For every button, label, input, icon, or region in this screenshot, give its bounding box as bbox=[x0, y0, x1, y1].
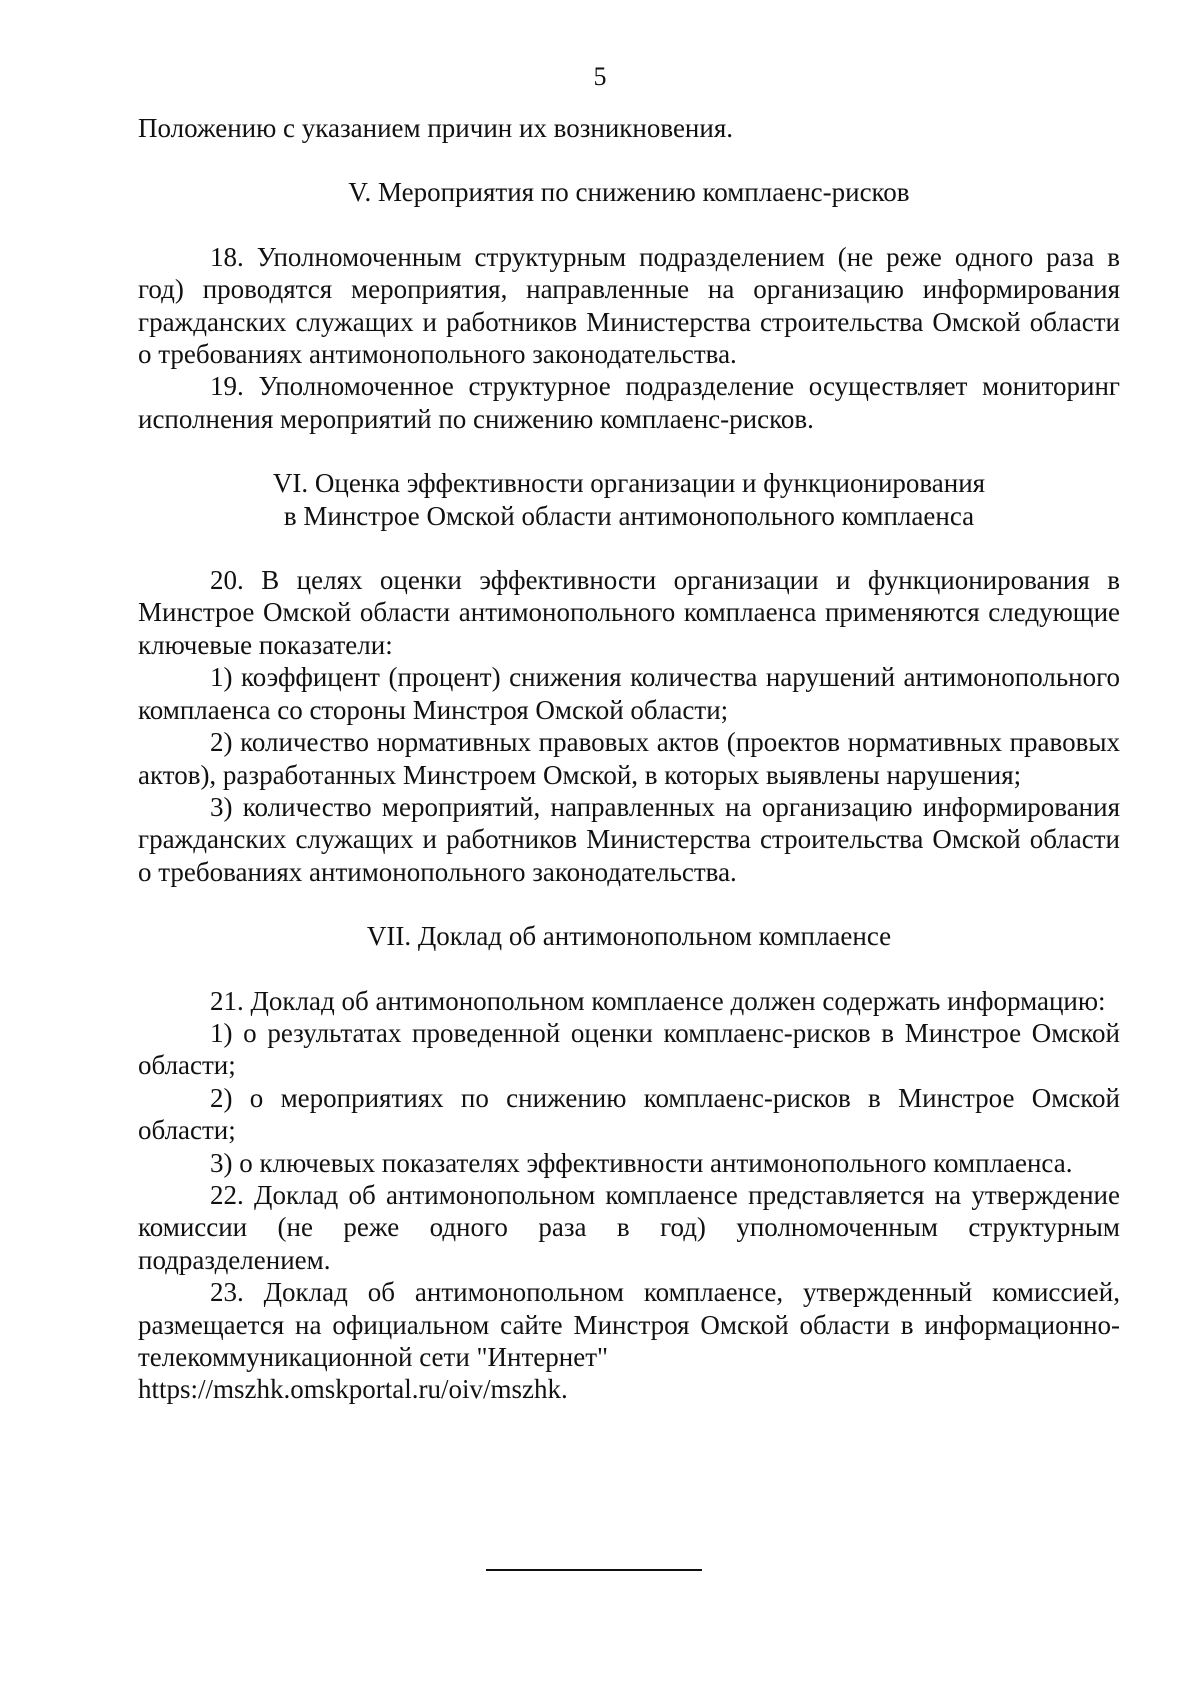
list-item: 3) количество мероприятий, направленных на организацию информирования гражданских служащих и работников Министерства строительства Омской области о требованиях антимонопольного законодательства. bbox=[138, 791, 1120, 887]
section-6-heading bbox=[138, 467, 1120, 532]
paragraph-21: 21. Доклад об антимонопольном комплаенсе должен содержать информацию: bbox=[210, 985, 1106, 1016]
list-item: 3) о ключевых показателях эффективности антимонопольного комплаенса. bbox=[210, 1147, 1073, 1178]
list-item: 1) о результатах проведенной оценки комплаенс-рисков в Минстрое Омской области; bbox=[138, 1017, 1120, 1081]
list-item: 2) количество нормативных правовых актов (проектов нормативных правовых актов), разработанных Минстроем Омской, в которых выявлены нарушения; bbox=[138, 727, 1120, 790]
paragraph-22: 22. Доклад об антимонопольном комплаенсе представляется на утверждение комиссии (не реже одного раза в год) уполномоченным структурным подразделением. bbox=[138, 1179, 1120, 1275]
paragraph-19: 19. Уполномоченное структурное подразделение осуществляет мониторинг исполнения мероприятий по снижению комплаенс-рисков. bbox=[138, 371, 1120, 434]
end-divider bbox=[486, 1569, 702, 1571]
intro-text: Положению с указанием причин их возникновения. bbox=[138, 113, 734, 143]
paragraph-20: 20. В целях оценки эффективности организации и функционирования в Минстрое Омской области антимонопольного комплаенса применяются следующие ключевые показатели: bbox=[138, 565, 1120, 660]
list-item: 1) коэффицент (процент) снижения количества нарушений антимонопольного комплаенса со стороны Минстроя Омской области; bbox=[138, 662, 1120, 725]
paragraph-18: 18. Уполномоченным структурным подразделением (не реже одного раза в год) проводятся мероприятия, направленные на организацию информирования гражданских служащих и работников Министерства строительства Омской области о требованиях антимонопольного законодательства. bbox=[138, 241, 1120, 370]
section-7-heading bbox=[138, 920, 1120, 952]
list-item: 2) о мероприятиях по снижению комплаенс-рисков в Минстрое Омской области; bbox=[138, 1082, 1120, 1146]
page-number: 5 bbox=[593, 62, 607, 91]
paragraph-23: 23. Доклад об антимонопольном комплаенсе, утвержденный комиссией, размещается на официальном сайте Минстроя Омской области в информационно-телекоммуникационной сети "Интернет" bbox=[138, 1277, 1120, 1372]
section-5-title: V. Мероприятия по снижению комплаенс-рисков bbox=[348, 177, 910, 208]
document-body bbox=[138, 112, 1120, 1406]
section-7-title: VII. Доклад об антимонопольном комплаенсе bbox=[366, 921, 892, 952]
website-url: https://mszhk.omskportal.ru/oiv/mszhk. bbox=[138, 1374, 568, 1405]
section-6-title-line-1: VI. Оценка эффективности организации и функционирования bbox=[272, 468, 986, 499]
section-6-title-line-2: в Минстрое Омской области антимонопольного комплаенса bbox=[283, 500, 975, 531]
section-5-heading bbox=[138, 176, 1120, 208]
